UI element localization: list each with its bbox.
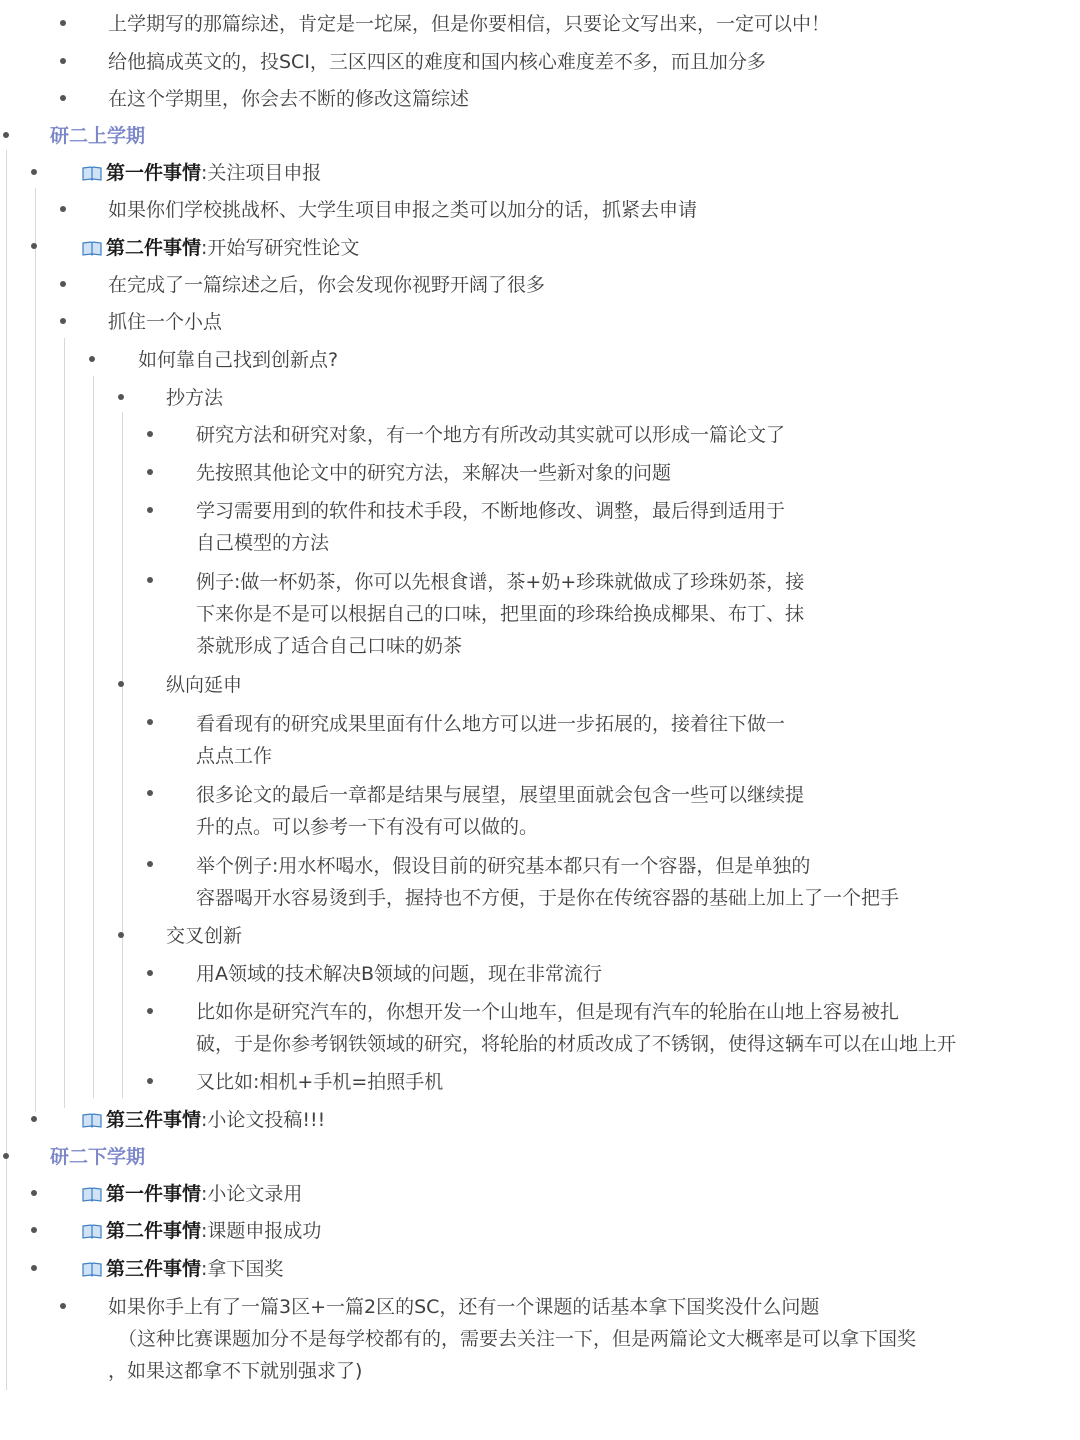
- list-item[interactable]: [82, 1104, 325, 1136]
- event-label: 第三件事情: [106, 1258, 202, 1280]
- event-text: :关注项目申报: [201, 162, 322, 184]
- list-item-line: 如果你手上有了一篇3区+一篇2区的SC，还有一个课题的话基本拿下国奖没什么问题: [108, 1296, 820, 1318]
- list-item[interactable]: [196, 996, 956, 1060]
- section-heading[interactable]: [50, 1141, 145, 1173]
- book-icon: [82, 1262, 102, 1277]
- book-icon: [82, 1224, 102, 1239]
- list-item[interactable]: [108, 194, 697, 226]
- bullet: [60, 95, 66, 101]
- bullet: [147, 1008, 153, 1014]
- list-item[interactable]: [108, 1291, 916, 1387]
- event-text: :课题申报成功: [201, 1220, 322, 1242]
- list-item-line: 自己模型的方法: [196, 532, 330, 554]
- event-label: 第二件事情: [106, 237, 202, 259]
- bullet: [60, 281, 66, 287]
- bullet: [60, 20, 66, 26]
- bullet: [147, 431, 153, 437]
- list-item-text: 在这个学期里，你会去不断的修改这篇综述: [108, 88, 470, 110]
- list-item[interactable]: [166, 382, 223, 414]
- list-item-line: 容器喝开水容易烫到手，握持也不方便，于是你在传统容器的基础上加上了一个把手: [196, 887, 900, 909]
- section-heading-text: 研二下学期: [50, 1146, 146, 1168]
- list-item[interactable]: [82, 232, 359, 264]
- bullet: [89, 356, 95, 362]
- list-item-line: 破，于是你参考钢铁领域的研究，将轮胎的材质改成了不锈钢，使得这辆车可以在山地上开: [196, 1033, 957, 1055]
- event-label: 第一件事情: [106, 1183, 202, 1205]
- list-item[interactable]: [108, 8, 830, 40]
- list-item[interactable]: [82, 1253, 283, 1285]
- bullet: [31, 169, 37, 175]
- list-item-text: 在完成了一篇综述之后，你会发现你视野开阔了很多: [108, 274, 546, 296]
- list-item[interactable]: [108, 306, 222, 338]
- list-item[interactable]: [82, 157, 321, 189]
- list-item-text: 纵向延申: [166, 674, 243, 696]
- list-item-line: （这种比赛课题加分不是每学校都有的，需要去关注一下，但是两篇论文大概率是可以拿下国奖: [118, 1328, 917, 1350]
- bullet: [118, 681, 124, 687]
- bullet: [60, 206, 66, 212]
- list-item-text: 研究方法和研究对象，有一个地方有所改动其实就可以形成一篇论文了: [196, 424, 786, 446]
- list-item-line: 升的点。可以参考一下有没有可以做的。: [196, 816, 539, 838]
- bullet: [147, 469, 153, 475]
- list-item-text: 如何靠自己找到创新点?: [138, 349, 339, 371]
- book-icon: [82, 166, 102, 181]
- list-item[interactable]: [196, 779, 804, 843]
- list-item-line: 很多论文的最后一章都是结果与展望，展望里面就会包含一些可以继续提: [196, 784, 805, 806]
- list-item[interactable]: [196, 419, 785, 451]
- list-item[interactable]: [108, 83, 469, 115]
- bullet: [147, 861, 153, 867]
- bullet: [3, 1153, 9, 1159]
- list-item[interactable]: [166, 920, 242, 952]
- bullet: [31, 1190, 37, 1196]
- list-item-line: 举个例子:用水杯喝水，假设目前的研究基本都只有一个容器，但是单独的: [196, 855, 811, 877]
- list-item-text: 如果你们学校挑战杯、大学生项目申报之类可以加分的话，抓紧去申请: [108, 199, 698, 221]
- event-text: :小论文投稿!!!: [201, 1109, 326, 1131]
- bullet: [31, 1265, 37, 1271]
- bullet: [60, 58, 66, 64]
- bullet: [147, 719, 153, 725]
- bullet: [3, 132, 9, 138]
- list-item-line: 看看现有的研究成果里面有什么地方可以进一步拓展的，接着往下做一: [196, 713, 786, 735]
- event-label: 第三件事情: [106, 1109, 202, 1131]
- list-item-text: 交叉创新: [166, 925, 243, 947]
- list-item[interactable]: [108, 46, 766, 78]
- list-item[interactable]: [108, 269, 545, 301]
- outline-guide: [122, 412, 123, 1098]
- list-item-text: 先按照其他论文中的研究方法，来解决一些新对象的问题: [196, 462, 672, 484]
- list-item[interactable]: [166, 669, 242, 701]
- bullet: [60, 1303, 66, 1309]
- list-item[interactable]: [138, 344, 338, 376]
- list-item-text: 上学期写的那篇综述，肯定是一坨屎，但是你要相信，只要论文写出来，一定可以中！: [108, 13, 831, 35]
- book-icon: [82, 241, 102, 256]
- event-text: :开始写研究性论文: [201, 237, 360, 259]
- list-item[interactable]: [196, 457, 671, 489]
- list-item-line: ，如果这都拿不下就别强求了): [108, 1360, 363, 1382]
- list-item-line: 比如你是研究汽车的，你想开发一个山地车，但是现有汽车的轮胎在山地上容易被扎: [196, 1001, 900, 1023]
- list-item-text: 抓住一个小点: [108, 311, 223, 333]
- list-item-line: 点点工作: [196, 745, 273, 767]
- list-item-text: 又比如:相机+手机=拍照手机: [196, 1071, 444, 1093]
- list-item-text: 抄方法: [166, 387, 224, 409]
- bullet: [118, 394, 124, 400]
- outline-guide: [35, 188, 36, 1112]
- list-item[interactable]: [196, 958, 602, 990]
- list-item[interactable]: [196, 708, 785, 772]
- bullet: [31, 243, 37, 249]
- list-item[interactable]: [196, 850, 899, 914]
- list-item[interactable]: [82, 1215, 321, 1247]
- event-label: 第一件事情: [106, 162, 202, 184]
- outline-guide: [6, 150, 7, 1390]
- list-item-line: 学习需要用到的软件和技术手段，不断地修改、调整，最后得到适用于: [196, 500, 786, 522]
- bullet: [147, 970, 153, 976]
- outline-guide: [93, 376, 94, 1098]
- event-text: :小论文录用: [201, 1183, 303, 1205]
- list-item-line: 下来你是不是可以根据自己的口味，把里面的珍珠给换成椰果、布丁、抹: [196, 603, 805, 625]
- bullet: [31, 1116, 37, 1122]
- list-item-text: 给他搞成英文的，投SCI，三区四区的难度和国内核心难度差不多，而且加分多: [108, 51, 766, 73]
- section-heading[interactable]: [50, 120, 145, 152]
- book-icon: [82, 1113, 102, 1128]
- bullet: [118, 932, 124, 938]
- bullet: [60, 318, 66, 324]
- bullet: [147, 577, 153, 583]
- bullet: [147, 507, 153, 513]
- list-item-line: 茶就形成了适合自己口味的奶茶: [196, 635, 463, 657]
- event-text: :拿下国奖: [201, 1258, 284, 1280]
- bullet: [31, 1227, 37, 1233]
- list-item[interactable]: [196, 566, 804, 662]
- list-item[interactable]: [82, 1178, 302, 1210]
- section-heading-text: 研二上学期: [50, 125, 146, 147]
- list-item-line: 例子:做一杯奶茶，你可以先根食谱，茶+奶+珍珠就做成了珍珠奶茶，接: [196, 571, 805, 593]
- bullet: [147, 1078, 153, 1084]
- list-item[interactable]: [196, 1066, 443, 1098]
- event-label: 第二件事情: [106, 1220, 202, 1242]
- outline-guide: [64, 338, 65, 1108]
- list-item-text: 用A领域的技术解决B领域的问题，现在非常流行: [196, 963, 603, 985]
- list-item[interactable]: [196, 495, 785, 559]
- bullet: [147, 790, 153, 796]
- book-icon: [82, 1187, 102, 1202]
